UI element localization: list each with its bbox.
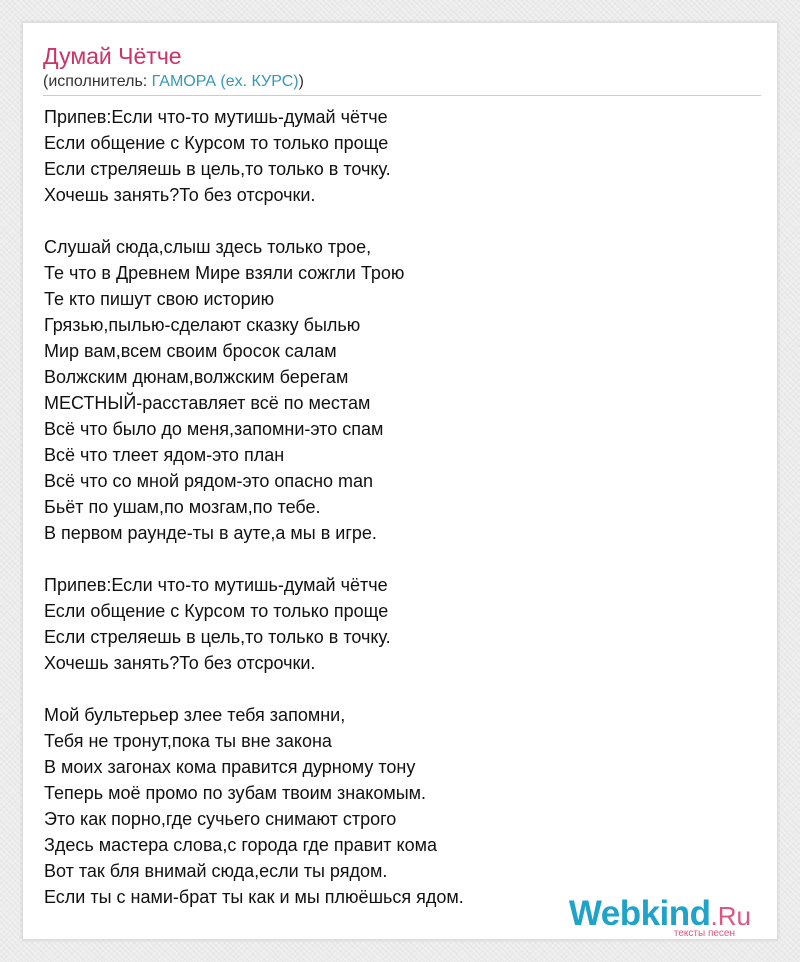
lyric-line: МЕСТНЫЙ-расставляет всё по местам (44, 393, 371, 413)
lyric-line: В первом раунде-ты в ауте,а мы в игре. (44, 523, 377, 543)
verse-chorus (44, 104, 764, 208)
lyric-line: Мой бультерьер злее тебя запомни, (44, 705, 346, 725)
artist-line (43, 72, 304, 92)
verse-2 (44, 702, 764, 910)
lyric-line: Если общение с Курсом то только проще (44, 133, 389, 153)
webkind-logo[interactable] (568, 894, 751, 939)
lyric-line: В моих загонах кома правится дурному тону (44, 757, 416, 777)
lyric-line: Вот так бля внимай сюда,если ты рядом. (44, 861, 388, 881)
lyric-line: Слушай сюда,слыш здесь только трое, (44, 237, 372, 257)
lyric-line: Всё что со мной рядом-это опасно man (44, 471, 374, 491)
artist-link[interactable]: ГАМОРА (ex. КУРС) (151, 73, 299, 90)
lyric-line: Хочешь занять?То без отсрочки. (44, 185, 316, 205)
lyric-line: Мир вам,всем своим бросок салам (44, 341, 337, 361)
lyric-line: Всё что тлеет ядом-это план (44, 445, 285, 465)
lyric-line: Те что в Древнем Мире взяли сожгли Трою (44, 263, 405, 283)
lyric-line: Волжским дюнам,волжским берегам (44, 367, 349, 387)
song-title: Думай Чётче (43, 43, 182, 69)
lyric-line: Если стреляешь в цель,то только в точку. (44, 159, 391, 179)
logo-tld: .Ru (710, 901, 751, 931)
verse-1 (44, 234, 764, 546)
lyric-line: Теперь моё промо по зубам твоим знакомым. (44, 783, 427, 803)
lyrics-card (22, 22, 778, 940)
lyrics-text (44, 104, 764, 936)
lyric-line: Всё что было до меня,запомни-это спам (44, 419, 384, 439)
lyric-line: Если ты с нами-брат ты как и мы плюёшься ядом. (44, 887, 464, 907)
lyric-line: Это как порно,где сучьего снимают строго (44, 809, 397, 829)
header-divider (43, 95, 761, 96)
logo-main-text: Webkind (568, 894, 711, 933)
lyric-line: Тебя не тронут,пока ты вне закона (44, 731, 332, 751)
lyric-line: Хочешь занять?То без отсрочки. (44, 653, 316, 673)
lyric-line: Грязью,пылью-сделают сказку былью (44, 315, 361, 335)
lyric-line: Припев:Если что-то мутишь-думай чётче (44, 575, 388, 595)
lyric-line: Здесь мастера слова,с города где правит кома (44, 835, 438, 855)
lyric-line: Бьёт по ушам,по мозгам,по тебе. (44, 497, 321, 517)
logo-tagline: тексты песен (673, 928, 735, 939)
lyric-line: Те кто пишут свою историю (44, 289, 275, 309)
lyric-line: Если общение с Курсом то только проще (44, 601, 389, 621)
lyric-line: Если стреляешь в цель,то только в точку. (44, 627, 391, 647)
lyric-line: Припев:Если что-то мутишь-думай чётче (44, 107, 388, 127)
artist-prefix: (исполнитель: (43, 73, 152, 90)
verse-chorus-repeat (44, 572, 764, 676)
artist-suffix: ) (298, 73, 304, 90)
